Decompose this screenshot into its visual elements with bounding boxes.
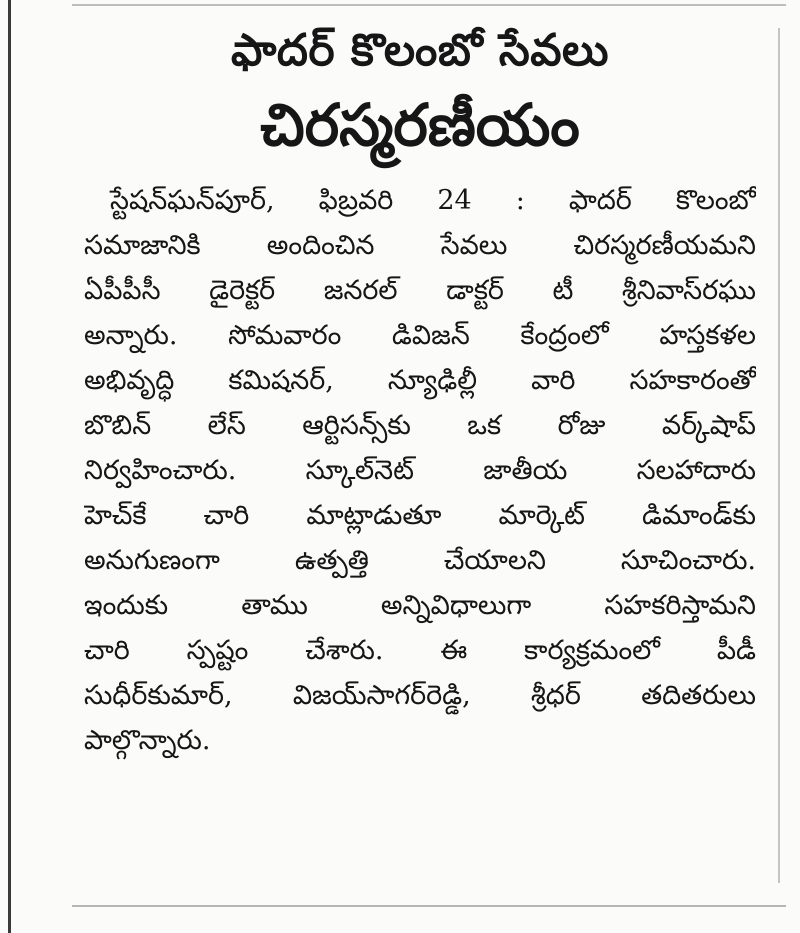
body-line: అన్నారు. సోమవారం డివిజన్ కేంద్రంలో హస్తకళల <box>84 320 756 351</box>
body-line: హెచ్‌కే చారి మాట్లాడుతూ మార్కెట్ డిమాండ్‌కు <box>84 500 756 531</box>
body-line: బొబిన్ లేస్ ఆర్టిసన్స్‌కు ఒక రోజు వర్క్‌షాప్ <box>84 410 756 441</box>
headline-line-1: ఫాదర్ కొలంబో సేవలు <box>231 25 609 76</box>
article <box>84 20 756 763</box>
body-line: ఇందుకు తాము అన్నివిధాలుగా సహకరిస్తామని <box>84 590 756 621</box>
left-page-border <box>8 0 11 933</box>
article-body <box>84 178 756 763</box>
body-line: అభివృద్ధి కమిషనర్, న్యూఢిల్లీ వారి సహకారంతో <box>84 365 756 396</box>
body-line: సుధీర్‌కుమార్, విజయ్‌సాగర్‌రెడ్డి, శ్రీధర్ తదితరులు <box>84 680 756 711</box>
body-line: స్టేషన్‌ఘన్‌పూర్, ఫిబ్రవరి 24 : ఫాదర్ కొలంబో <box>110 185 756 216</box>
bottom-rule <box>72 905 786 907</box>
body-line: సమాజానికి అందించిన సేవలు చిరస్మరణీయమని <box>84 230 756 261</box>
body-line: చారి స్పష్టం చేశారు. ఈ కార్యక్రమంలో పీడీ <box>84 635 756 666</box>
body-line: అనుగుణంగా ఉత్పత్తి చేయాలని సూచించారు. <box>84 545 756 576</box>
top-rule <box>72 4 786 6</box>
body-line: పాల్గొన్నారు. <box>84 725 211 756</box>
column-divider <box>778 28 780 883</box>
headline-line-2: చిరస్మరణీయం <box>260 91 580 159</box>
body-line: ఏపీపీసీ డైరెక్టర్ జనరల్ డాక్టర్ టీ శ్రీనివాస్‌రఘు <box>84 275 756 306</box>
body-line: నిర్వహించారు. స్కూల్‌నెట్ జాతీయ సలహాదారు <box>84 455 756 486</box>
